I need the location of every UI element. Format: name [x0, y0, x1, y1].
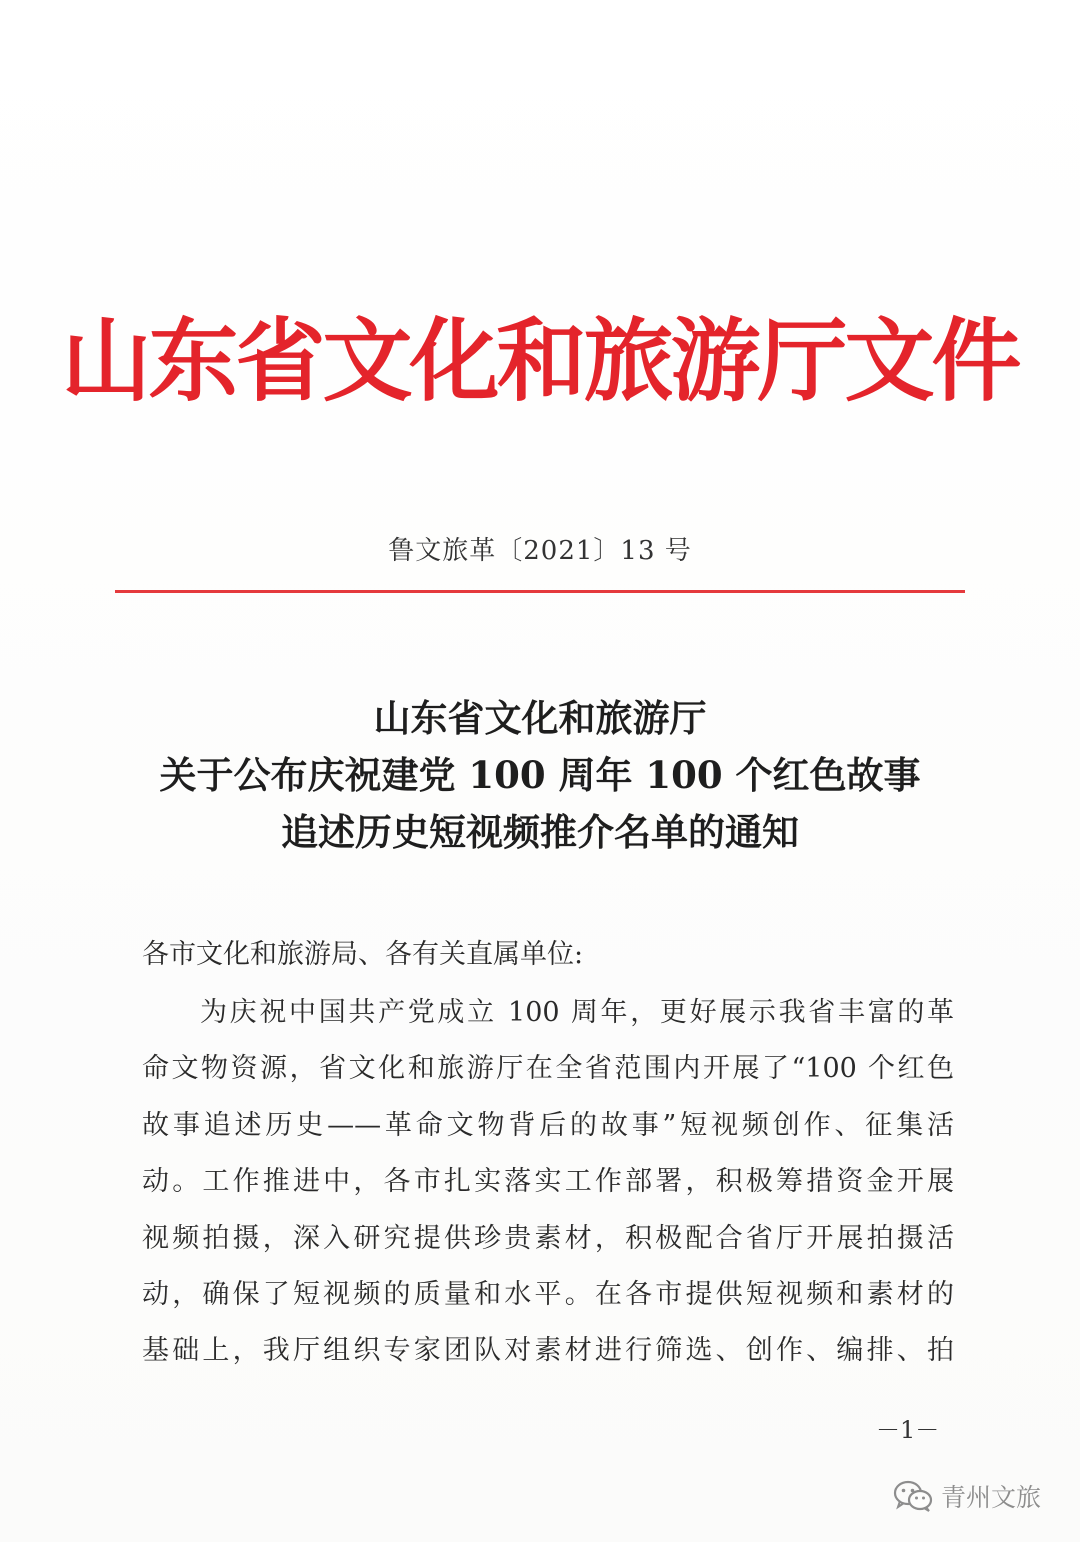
salutation: 各市文化和旅游局、各有关直属单位:: [142, 939, 584, 970]
issuer-header: 山东省文化和旅游厅文件: [61, 308, 1019, 414]
body-text: [142, 985, 954, 1380]
document-number: 鲁文旅革〔2021〕13 号: [388, 536, 692, 566]
page-number: －1－: [876, 1416, 940, 1444]
red-divider-line: [115, 590, 965, 593]
body-line: 动，确保了短视频的质量和水平。在各市提供短视频和素材的: [142, 1278, 954, 1310]
watermark: [893, 1478, 1041, 1514]
notice-title-line: 追述历史短视频推介名单的通知: [281, 810, 799, 854]
body-line: 为庆祝中国共产党成立 100 周年，更好展示我省丰富的革: [200, 997, 954, 1028]
body-line: 基础上，我厅组织专家团队对素材进行筛选、创作、编排、拍: [142, 1335, 954, 1367]
watermark-label: 青州文旅: [941, 1483, 1042, 1512]
wechat-icon: [893, 1480, 933, 1512]
body-line: 命文物资源，省文化和旅游厅在全省范围内开展了“100 个红色: [142, 1053, 954, 1085]
body-line: 视频拍摄，深入研究提供珍贵素材，积极配合省厅开展拍摄活: [142, 1222, 954, 1254]
notice-title-line: 山东省文化和旅游厅: [373, 696, 707, 740]
body-line: 动。工作推进中，各市扎实落实工作部署，积极筹措资金开展: [142, 1166, 954, 1198]
notice-title-line: 关于公布庆祝建党 100 周年 100 个红色故事: [159, 753, 921, 797]
notice-title: [60, 690, 1020, 861]
body-line: 故事追述历史——革命文物背后的故事”短视频创作、征集活: [142, 1109, 954, 1141]
